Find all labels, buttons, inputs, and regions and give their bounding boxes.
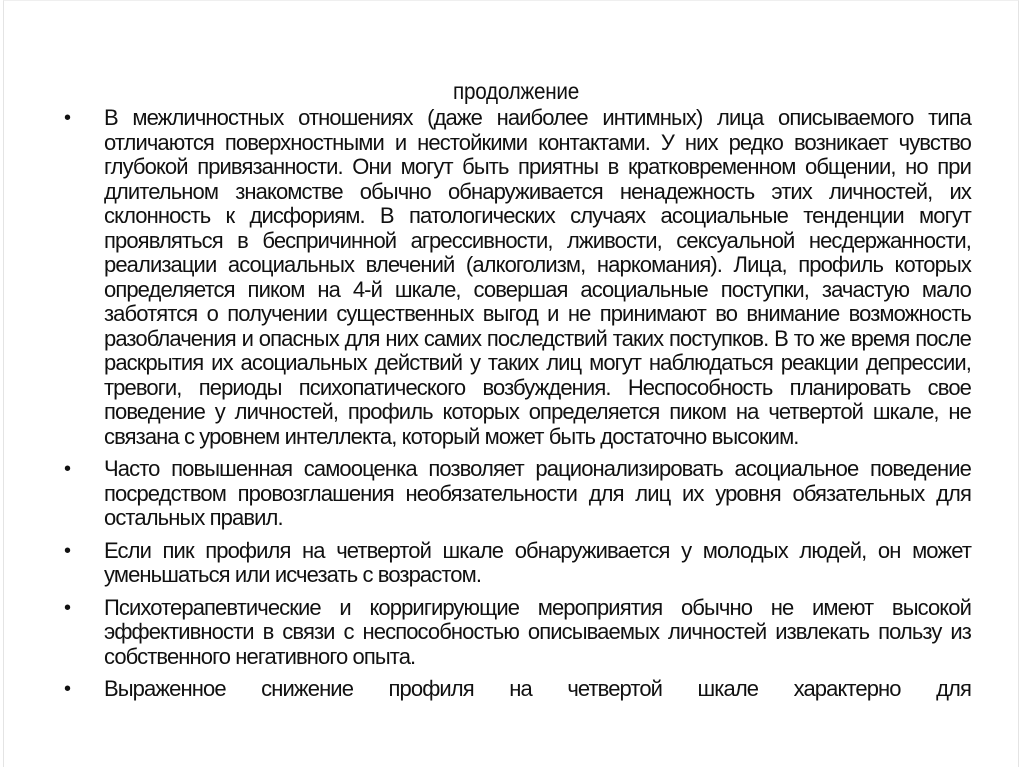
bullet-icon: •	[64, 107, 72, 129]
slide-body	[61, 106, 971, 710]
bullet-item	[61, 457, 971, 531]
bullet-item	[61, 677, 971, 702]
bullet-icon: •	[64, 678, 72, 700]
bullet-list	[61, 106, 971, 702]
bullet-item	[61, 539, 971, 588]
slide-canvas	[3, 0, 1019, 767]
bullet-icon: •	[64, 596, 72, 619]
bullet-icon: •	[64, 458, 72, 480]
bullet-icon: •	[64, 539, 72, 562]
bullet-item	[61, 106, 971, 449]
bullet-text: Часто повышенная самооценка позволяет рационализировать асоциальное поведение посредством провозглашения необязательности для лиц их уровня обязательных для остальных правил.	[104, 456, 971, 530]
bullet-item	[61, 596, 971, 670]
slide-title: продолжение	[453, 78, 579, 104]
bullet-text: В межличностных отношениях (даже наиболее интимных) лица описываемого типа отличаются поверхностными и нестойкими контактами. У них редко возникает чувство глубокой привязанности. Они могут быть приятны в кратковременном общении, но при длительном знакомстве обычно обнаруживается ненадежность этих личностей, их склонность к дисфориям. В патологических случаях асоциальные тенденции могут проявляться в беспричинной агрессивности, лживости, сексуальной несдержанности, реализации асоциальных влечений (алкоголизм, наркомания). Лица, профиль которых определяется пиком на 4-й шкале, совершая асоциальные поступки, зачастую мало заботятся о получении существенных выгод и не принимают во внимание возможность разоблачения и опасных для них самих последствий таких поступков. В то же время после раскрытия их асоциальных действий у таких лиц могут наблюдаться реакции депрессии, тревоги, периоды психопатического возбуждения. Неспособность планировать свое поведение у личностей, профиль которых определяется пиком на четвертой шкале, не связана с уровнем интеллекта, который может быть достаточно высоким.	[104, 105, 971, 449]
bullet-text: Выраженное снижение профиля на четвертой шкале характерно для	[104, 676, 971, 701]
bullet-text: Психотерапевтические и корригирующие мероприятия обычно не имеют высокой эффективности в связи с неспособностью описываемых личностей извлекать пользу из собственного негативного опыта.	[104, 594, 971, 669]
bullet-text: Если пик профиля на четвертой шкале обнаруживается у молодых людей, он может уменьшаться или исчезать с возрастом.	[104, 537, 971, 587]
